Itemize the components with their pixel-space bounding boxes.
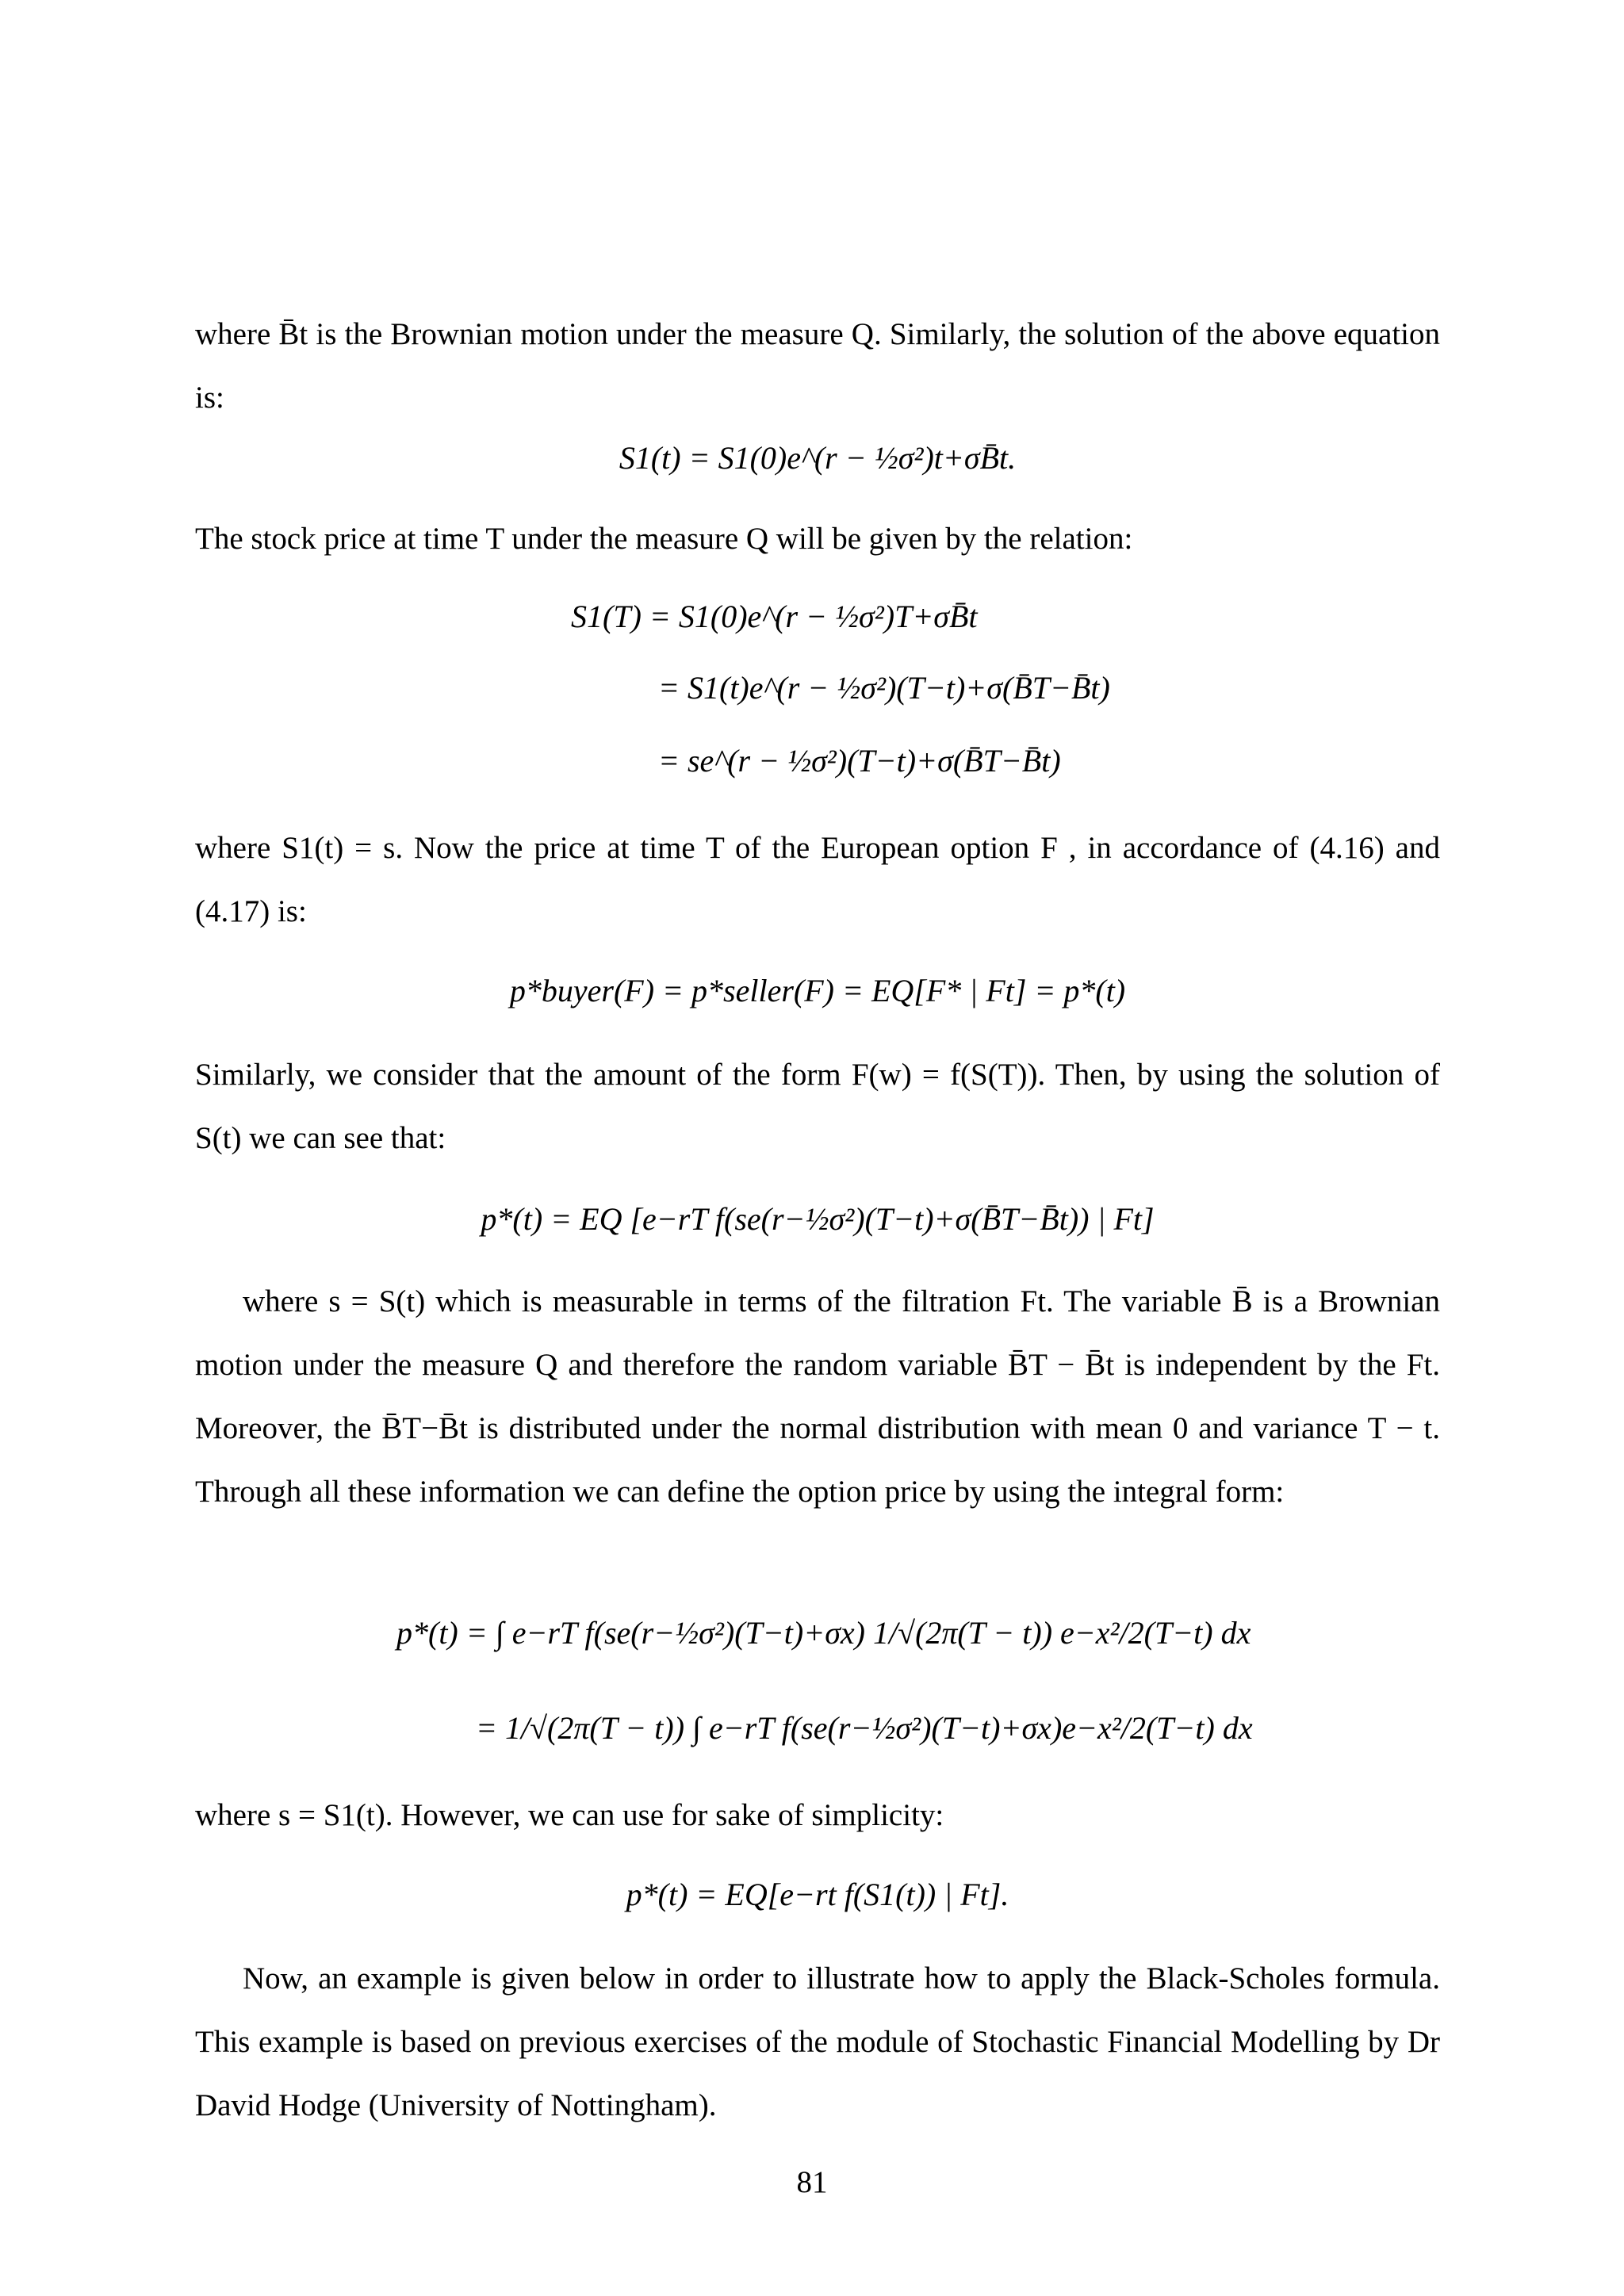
paragraph-amount-form: Similarly, we consider that the amount of the form F(w) = f(S(T)). Then, by using the solution of S(t) we can see that: <box>195 1058 1440 1155</box>
equation-stock-line2: = S1(t)e^(r − ½σ²)(T−t)+σ(B̄T−B̄t) <box>658 670 1110 706</box>
paragraph-filtration: where s = S(t) which is measurable in terms of the filtration Ft. The variable B̄ is a Brownian motion under the measure Q and therefore the random variable B̄T − B̄t is independent by the Ft. Moreover, the B̄T−B̄t is distributed under the normal distribution with mean 0 and variance T − t. Through all these information we can define the option price by using the integral form: <box>195 1284 1440 1509</box>
equation-expectation: p*(t) = EQ [e−rT f(se(r−½σ²)(T−t)+σ(B̄T−B̄t)) | Ft] <box>481 1201 1155 1237</box>
equation-stock-line1: S1(T) = S1(0)e^(r − ½σ²)T+σB̄t <box>571 599 978 634</box>
paragraph-simplicity: where s = S1(t). However, we can use for sake of simplicity: <box>195 1798 944 1832</box>
paragraph-brownian-intro: where B̄t is the Brownian motion under the measure Q. Similarly, the solution of the above equation is: <box>195 317 1440 415</box>
paragraph-european-option: where S1(t) = s. Now the price at time T of the European option F , in accordance of (4.16) and (4.17) is: <box>195 831 1440 928</box>
paragraph-stock-price: The stock price at time T under the measure Q will be given by the relation: <box>195 522 1133 556</box>
equation-solution: S1(t) = S1(0)e^(r − ½σ²)t+σB̄t. <box>619 440 1017 476</box>
equation-integral-line1: p*(t) = ∫ e−rT f(se(r−½σ²)(T−t)+σx) 1/√(2π(T − t)) e−x²/2(T−t) dx <box>396 1615 1251 1651</box>
page-number: 81 <box>796 2165 828 2199</box>
equation-price-equivalence: p*buyer(F) = p*seller(F) = EQ[F* | Ft] = p*(t) <box>509 973 1126 1008</box>
paragraph-example-intro: Now, an example is given below in order to illustrate how to apply the Black-Scholes formula. This example is based on previous exercises of the module of Stochastic Financial Modelling by Dr David Hodge (University of Nottingham). <box>195 1961 1440 2122</box>
equation-stock-line3: = se^(r − ½σ²)(T−t)+σ(B̄T−B̄t) <box>658 743 1061 779</box>
equation-integral-line2: = 1/√(2π(T − t)) ∫ e−rT f(se(r−½σ²)(T−t)+σx)e−x²/2(T−t) dx <box>476 1710 1253 1746</box>
equation-simplified: p*(t) = EQ[e−rt f(S1(t)) | Ft]. <box>626 1877 1009 1912</box>
